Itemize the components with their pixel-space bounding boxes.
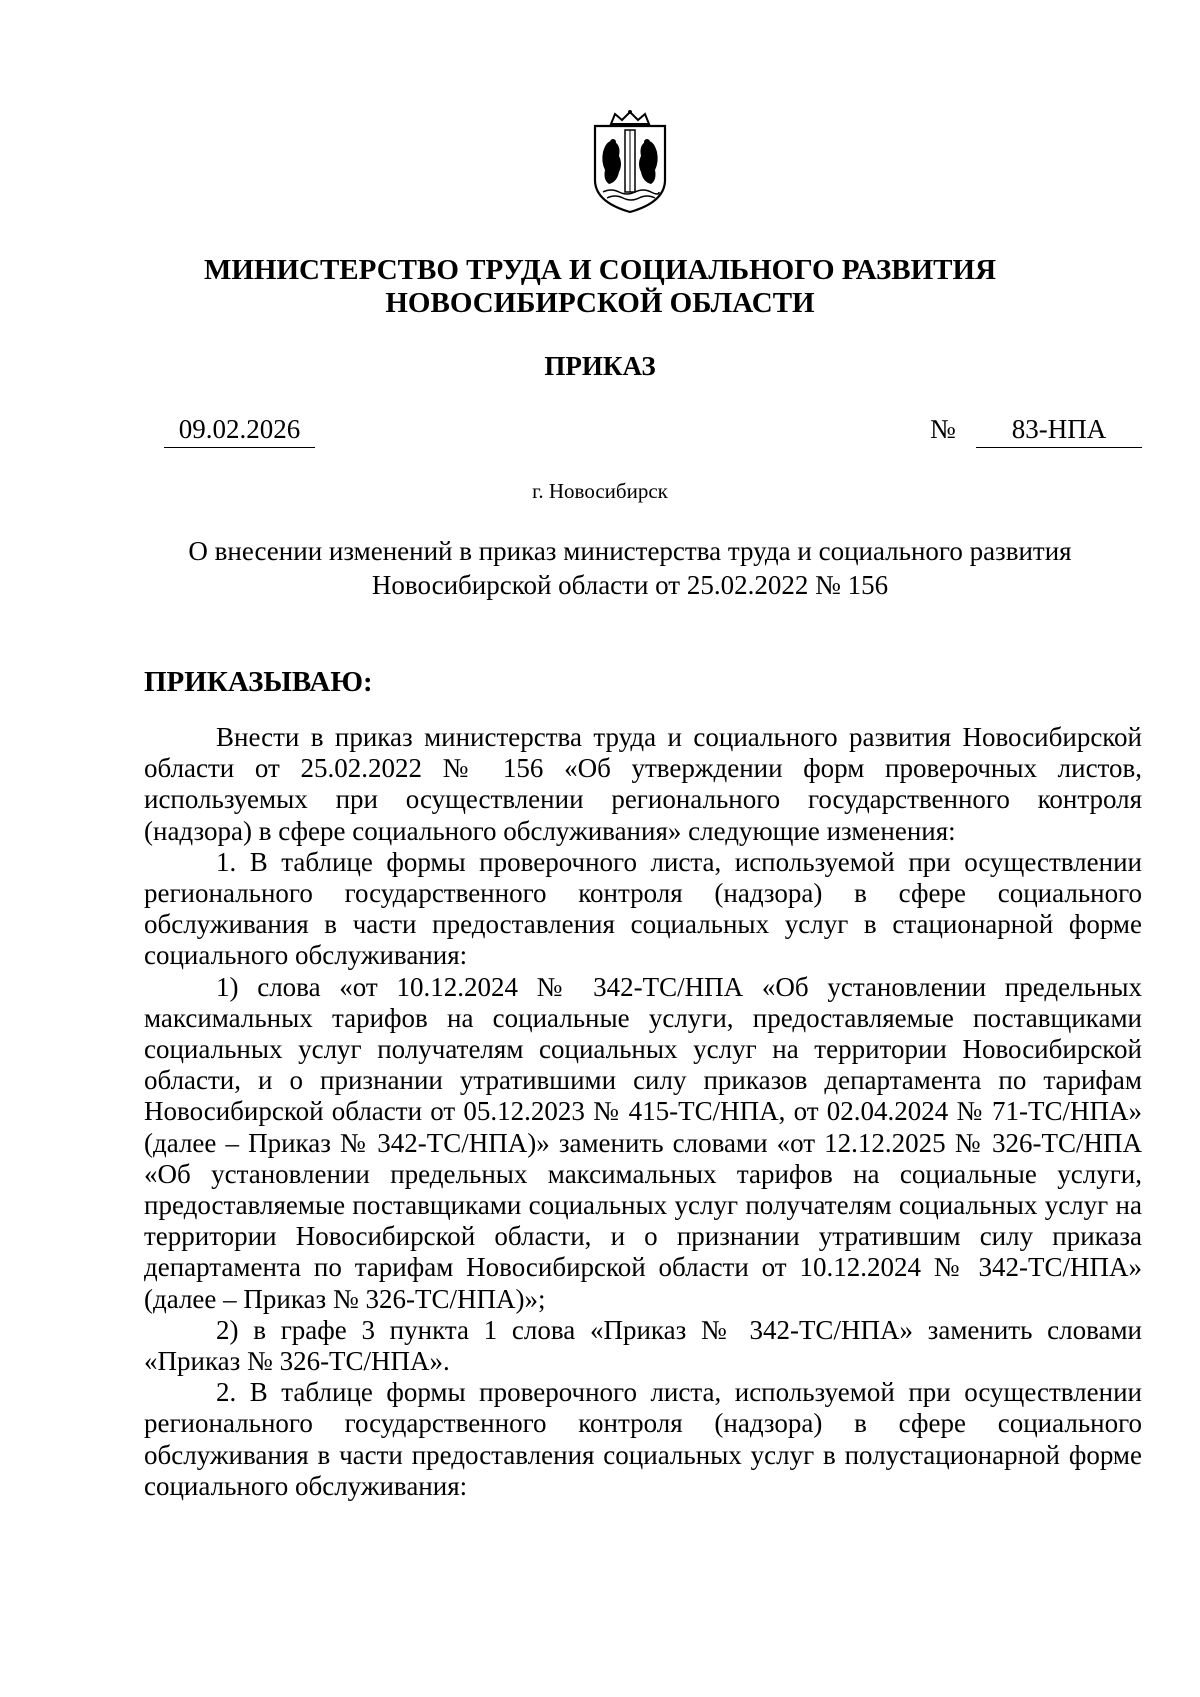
ministry-name-line1: МИНИСТЕРСТВО ТРУДА И СОЦИАЛЬНОГО РАЗВИТИЯ bbox=[203, 254, 997, 286]
order-body bbox=[144, 722, 1142, 1502]
body-paragraph: 1) слова «от 10.12.2024 № 342-ТС/НПА «Об установлении предельных максимальных тарифов на социальные услуги, предоставляемые поставщиками социальных услуг получателям социальных услуг на территории Новосибирской области, и о признании утратившими силу приказов департамента по тарифам Новосибирской области от 05.12.2023 № 415-ТС/НПА, от 02.04.2024 № 71-ТС/НПА» (далее – Приказ № 342-ТС/НПА)» заменить словами «от 12.12.2025 № 326-ТС/НПА «Об установлении предельных максимальных тарифов на социальные услуги, предоставляемые поставщиками социальных услуг получателям социальных услуг на территории Новосибирской области, и о признании утратившим силу приказа департамента по тарифам Новосибирской области от 10.12.2024 № 342-ТС/НПА» (далее – Приказ № 326-ТС/НПА)»; bbox=[144, 971, 1142, 1314]
order-number: 83-НПА bbox=[976, 413, 1142, 448]
document-type-title: ПРИКАЗ bbox=[544, 351, 656, 381]
order-subject-line1: О внесении изменений в приказ министерства труда и социального развития bbox=[188, 536, 1072, 566]
number-sign: № bbox=[930, 414, 956, 444]
order-date: 09.02.2026 bbox=[164, 413, 315, 448]
ministry-name-line2: НОВОСИБИРСКОЙ ОБЛАСТИ bbox=[385, 287, 815, 319]
body-paragraph: 2) в графе 3 пункта 1 слова «Приказ № 342-ТС/НПА» заменить словами «Приказ № 326-ТС/НПА». bbox=[144, 1314, 1142, 1377]
order-subject bbox=[150, 534, 1110, 602]
directive-heading: ПРИКАЗЫВАЮ: bbox=[144, 666, 373, 698]
order-subject-line2: Новосибирской области от 25.02.2022 № 156 bbox=[371, 570, 889, 600]
body-paragraph: Внести в приказ министерства труда и социального развития Новосибирской области от 25.02.2022 № 156 «Об утверждении форм проверочных листов, используемых при осуществлении регионального государственного контроля (надзора) в сфере социального обслуживания» следующие изменения: bbox=[144, 722, 1142, 846]
body-paragraph: 2. В таблице формы проверочного листа, используемой при осуществлении регионального государственного контроля (надзора) в сфере социального обслуживания в части предоставления социальных услуг в полустационарной форме социального обслуживания: bbox=[144, 1377, 1142, 1501]
body-paragraph: 1. В таблице формы проверочного листа, используемой при осуществлении регионального государственного контроля (надзора) в сфере социального обслуживания в части предоставления социальных услуг в стационарной форме социального обслуживания: bbox=[144, 846, 1142, 971]
city-name: г. Новосибирск bbox=[532, 479, 668, 503]
coat-of-arms-emblem bbox=[589, 110, 671, 214]
